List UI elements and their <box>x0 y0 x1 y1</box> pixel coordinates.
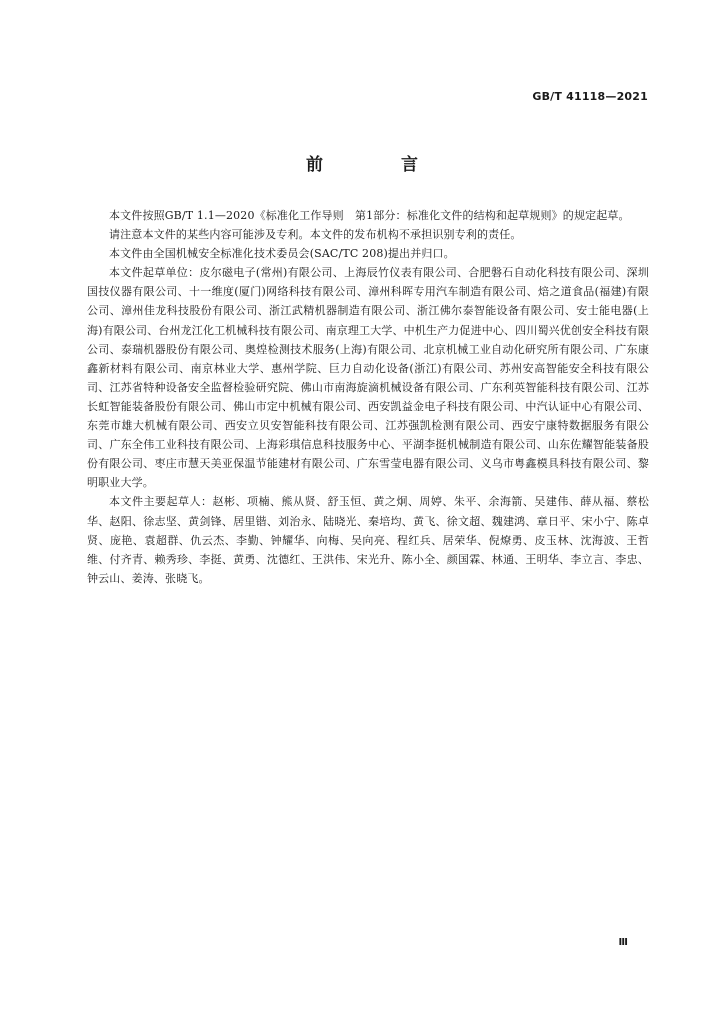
page-title: 前 言 <box>306 155 454 175</box>
paragraph-drafters: 本文件主要起草人：赵彬、项楠、熊从贤、舒玉恒、黄之炯、周婷、朱平、余海箭、吴建伟、薛从福、蔡松华、赵阳、徐志坚、黄剑锋、居里锴、刘治永、陆晓光、秦培均、黄飞、徐文超、魏建鸿、章日平、宋小宁、陈卓贤、庞艳、袁超群、仇云杰、李勤、钟耀华、向梅、吴向亮、程红兵、居荣华、倪燎勇、皮玉林、沈海波、王哲维、付齐青、赖秀珍、李挺、黄勇、沈德红、王洪伟、宋光升、陈小全、颜国霖、林通、王明华、李立言、李忠、钟云山、姜涛、张晓飞。 <box>87 495 649 585</box>
page-number: Ⅲ <box>618 937 628 948</box>
body-text <box>87 206 649 588</box>
paragraph-drafting-units: 本文件起草单位：皮尔磁电子(常州)有限公司、上海辰竹仪表有限公司、合肥磐石自动化科技有限公司、深圳国技仪器有限公司、十一维度(厦门)网络科技有限公司、漳州科晖专用汽车制造有限公司、焙之道食品(福建)有限公司、漳州佳龙科技股份有限公司、浙江武精机器制造有限公司、浙江佛尔泰智能设备有限公司、安士能电器(上海)有限公司、台州龙江化工机械科技有限公司、南京理工大学、中机生产力促进中心、四川蜀兴优创安全科技有限公司、泰瑞机器股份有限公司、奥煌检测技术服务(上海)有限公司、北京机械工业自动化研究所有限公司、广东康鑫新材料有限公司、南京林业大学、惠州学院、巨力自动化设备(浙江)有限公司、苏州安高智能安全科技有限公司、江苏省特种设备安全监督检验研究院、佛山市南海旋滴机械设备有限公司、广东利英智能科技有限公司、江苏长虹智能装备股份有限公司、佛山市定中机械有限公司、西安凯益金电子科技有限公司、中汽认证中心有限公司、东莞市雄大机械有限公司、西安立贝安智能科技有限公司、江苏强凯检测有限公司、西安宁康特数据服务有限公司、广东全伟工业科技有限公司、上海彩琪信息科技服务中心、平湖李挺机械制造有限公司、山东佐耀智能装备股份有限公司、枣庄市慧天美亚保温节能建材有限公司、广东雪莹电器有限公司、义乌市粤鑫模具科技有限公司、黎明职业大学。 <box>87 266 649 490</box>
paragraph-patent-notice: 请注意本文件的某些内容可能涉及专利。本文件的发布机构不承担识别专利的责任。 <box>109 228 522 242</box>
standard-code: GB/T 41118—2021 <box>532 90 648 103</box>
paragraph-proposer: 本文件由全国机械安全标准化技术委员会(SAC/TC 208)提出并归口。 <box>109 247 455 261</box>
paragraph-drafting-rules: 本文件按照GB/T 1.1—2020《标准化工作导则 第1部分：标准化文件的结构和起草规则》的规定起草。 <box>109 209 630 222</box>
